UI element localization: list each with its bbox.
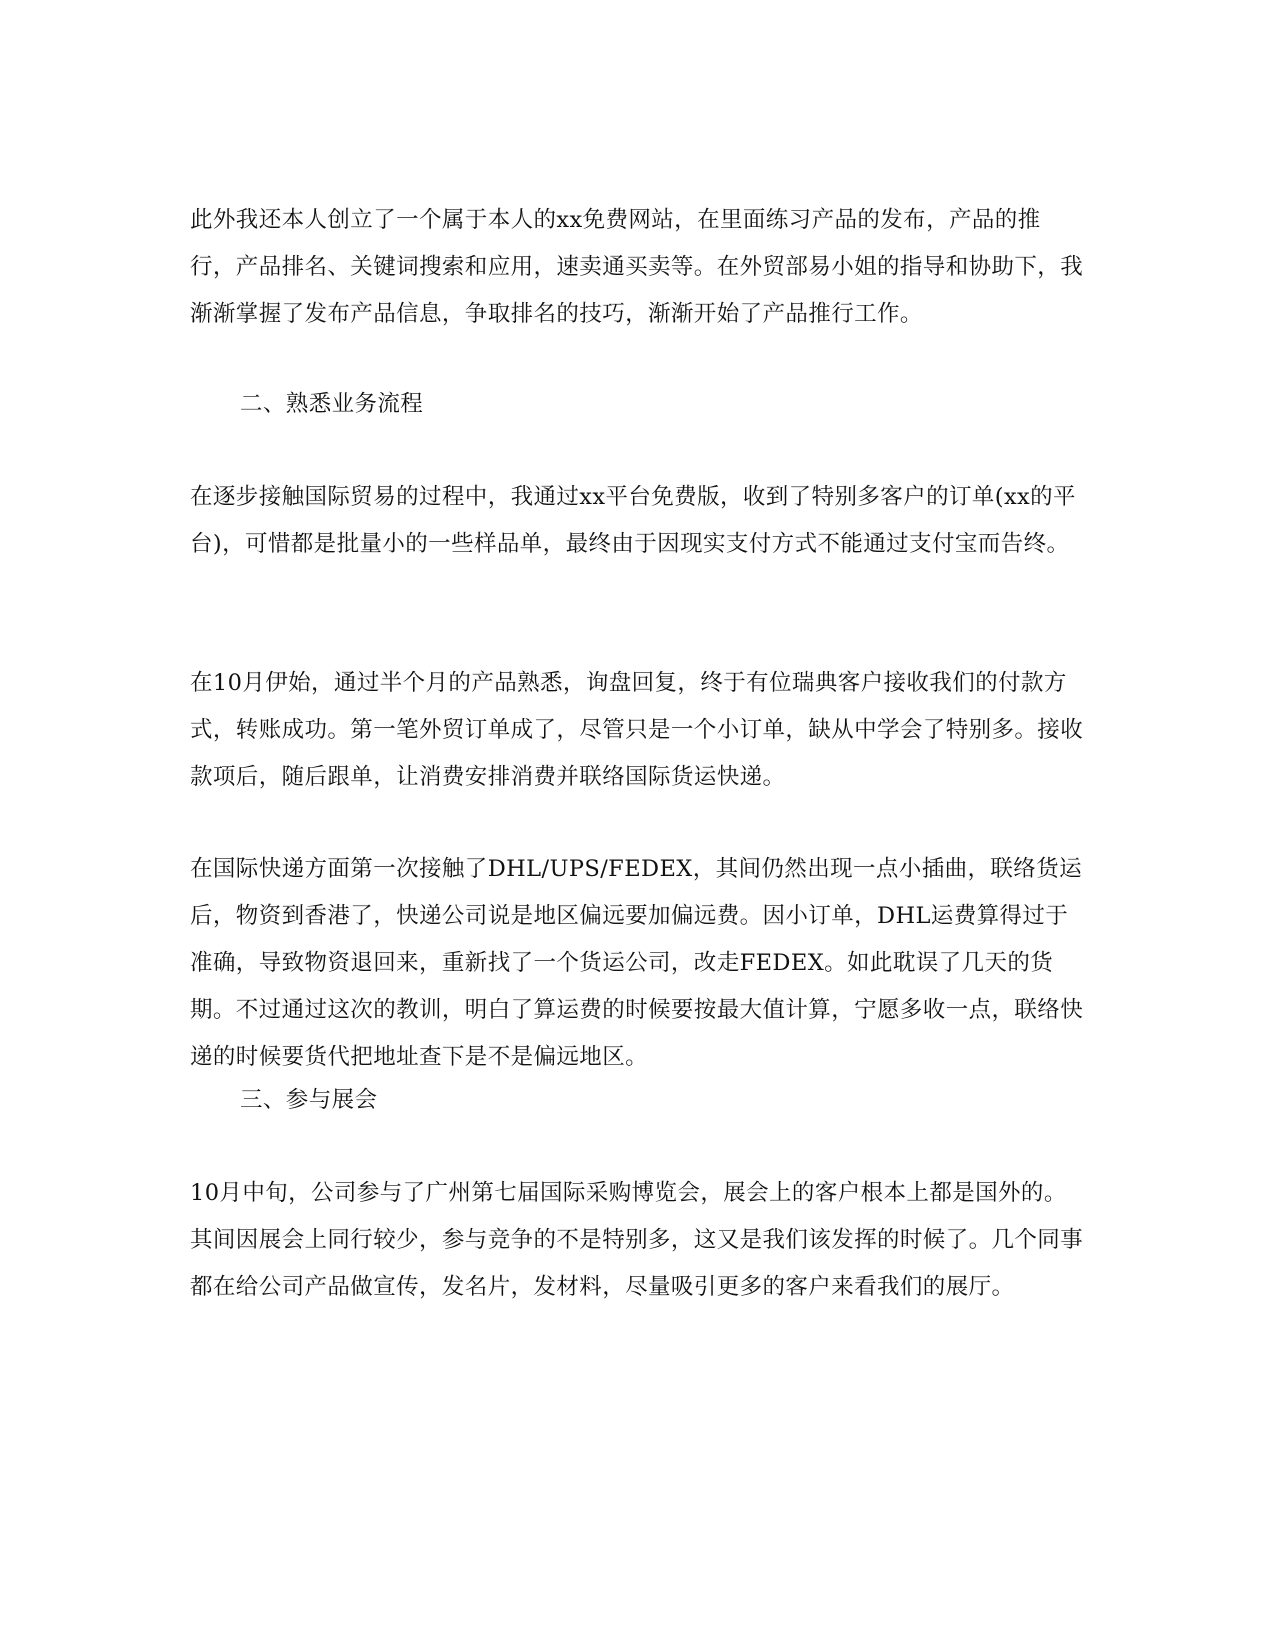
paragraph-intro: 此外我还本人创立了一个属于本人的xx免费网站，在里面练习产品的发布，产品的推行，产品排名、关键词搜索和应用，速卖通买卖等。在外贸部易小姐的指导和协助下，我渐渐掌握了发布产品信息，争取排名的技巧，渐渐开始了产品推行工作。	[190, 207, 1084, 327]
section-heading-2: 二、熟悉业务流程	[240, 391, 424, 417]
paragraph-first-order: 在10月伊始，通过半个月的产品熟悉，询盘回复，终于有位瑞典客户接收我们的付款方式，转账成功。第一笔外贸订单成了，尽管只是一个小订单，缺从中学会了特别多。接收款项后，随后跟单，让消费安排消费并联络国际货运快递。	[190, 670, 1084, 790]
paragraph-exhibition: 10月中旬，公司参与了广州第七届国际采购博览会，展会上的客户根本上都是国外的。其间因展会上同行较少，参与竞争的不是特别多，这又是我们该发挥的时候了。几个同事都在给公司产品做宣传，发名片，发材料，尽量吸引更多的客户来看我们的展厅。	[190, 1180, 1084, 1300]
section-heading-3: 三、参与展会	[240, 1087, 378, 1113]
paragraph-orders: 在逐步接触国际贸易的过程中，我通过xx平台免费版，收到了特别多客户的订单(xx的平台)，可惜都是批量小的一些样品单，最终由于因现实支付方式不能通过支付宝而告终。	[190, 484, 1076, 557]
paragraph-express: 在国际快递方面第一次接触了DHL/UPS/FEDEX，其间仍然出现一点小插曲，联络货运后，物资到香港了，快递公司说是地区偏远要加偏远费。因小订单，DHL运费算得过于准确，导致物资退回来，重新找了一个货运公司，改走FEDEX。如此耽误了几天的货期。不过通过这次的教训，明白了算运费的时候要按最大值计算，宁愿多收一点，联络快递的时候要货代把地址查下是不是偏远地区。	[190, 856, 1084, 1070]
